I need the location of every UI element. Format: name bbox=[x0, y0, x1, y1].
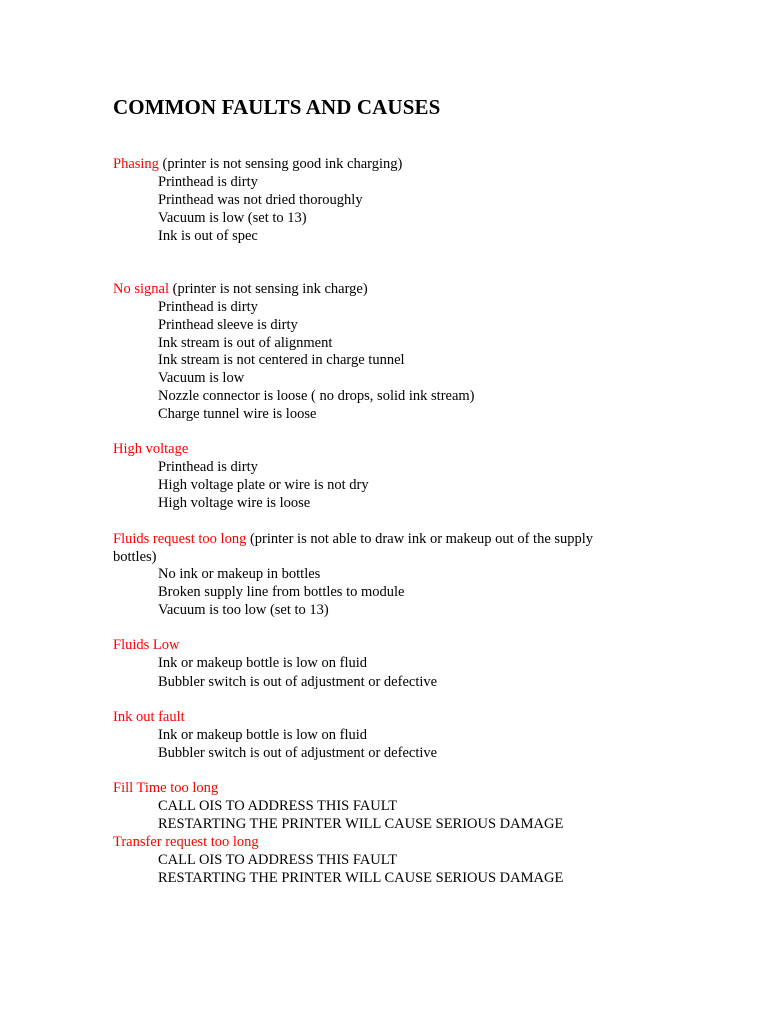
fault-heading-ink-out bbox=[113, 708, 185, 726]
cause-item: Ink stream is not centered in charge tunnel bbox=[158, 352, 405, 368]
cause-item: Broken supply line from bottles to module bbox=[158, 584, 405, 600]
fault-name: Transfer request too long bbox=[113, 834, 259, 850]
fault-heading-high-voltage bbox=[113, 440, 188, 458]
fault-name: Phasing bbox=[113, 156, 159, 172]
cause-item: Ink or makeup bottle is low on fluid bbox=[158, 727, 368, 743]
fault-description: (printer is not sensing good ink charging) bbox=[158, 156, 403, 172]
cause-item: Vacuum is low bbox=[158, 370, 245, 386]
fault-heading-fluids-request bbox=[113, 530, 593, 548]
cause-item: CALL OIS TO ADDRESS THIS FAULT bbox=[158, 798, 398, 814]
cause-item: High voltage wire is loose bbox=[158, 495, 311, 511]
cause-item: Printhead is dirty bbox=[158, 459, 258, 475]
page-title: COMMON FAULTS AND CAUSES bbox=[113, 95, 441, 119]
cause-item: Vacuum is low (set to 13) bbox=[158, 210, 307, 226]
fault-description: (printer is not able to draw ink or makeup out of the supply bbox=[246, 531, 594, 547]
fault-heading-transfer-request bbox=[113, 833, 259, 851]
fault-name: Fluids request too long bbox=[113, 531, 247, 547]
cause-item: Nozzle connector is loose ( no drops, solid ink stream) bbox=[158, 388, 475, 404]
fault-name: Fill Time too long bbox=[113, 780, 219, 796]
cause-item: High voltage plate or wire is not dry bbox=[158, 477, 369, 493]
cause-item: Printhead is dirty bbox=[158, 174, 258, 190]
fault-heading-phasing bbox=[113, 155, 402, 173]
fault-description: (printer is not sensing ink charge) bbox=[168, 281, 368, 297]
cause-item: Printhead is dirty bbox=[158, 299, 258, 315]
cause-item: CALL OIS TO ADDRESS THIS FAULT bbox=[158, 852, 398, 868]
fault-name: Fluids Low bbox=[113, 637, 180, 653]
cause-item: Printhead was not dried thoroughly bbox=[158, 192, 363, 208]
fault-name: High voltage bbox=[113, 441, 189, 457]
cause-item: Bubbler switch is out of adjustment or defective bbox=[158, 674, 438, 690]
fault-name: Ink out fault bbox=[113, 709, 185, 725]
cause-item: RESTARTING THE PRINTER WILL CAUSE SERIOUS DAMAGE bbox=[158, 870, 564, 886]
cause-item: RESTARTING THE PRINTER WILL CAUSE SERIOUS DAMAGE bbox=[158, 816, 564, 832]
cause-item: Ink is out of spec bbox=[158, 228, 258, 244]
fault-heading-fluids-low bbox=[113, 636, 179, 654]
fault-heading-no-signal bbox=[113, 280, 368, 298]
cause-item: Ink stream is out of alignment bbox=[158, 335, 333, 351]
cause-item: Vacuum is too low (set to 13) bbox=[158, 602, 329, 618]
fault-name: No signal bbox=[113, 281, 169, 297]
cause-item: Printhead sleeve is dirty bbox=[158, 317, 298, 333]
cause-item: Bubbler switch is out of adjustment or defective bbox=[158, 745, 438, 761]
cause-item: Charge tunnel wire is loose bbox=[158, 406, 317, 422]
cause-item: Ink or makeup bottle is low on fluid bbox=[158, 655, 368, 671]
fault-heading-fill-time bbox=[113, 779, 218, 797]
fault-description-continued: bottles) bbox=[113, 549, 157, 565]
cause-item: No ink or makeup in bottles bbox=[158, 566, 321, 582]
